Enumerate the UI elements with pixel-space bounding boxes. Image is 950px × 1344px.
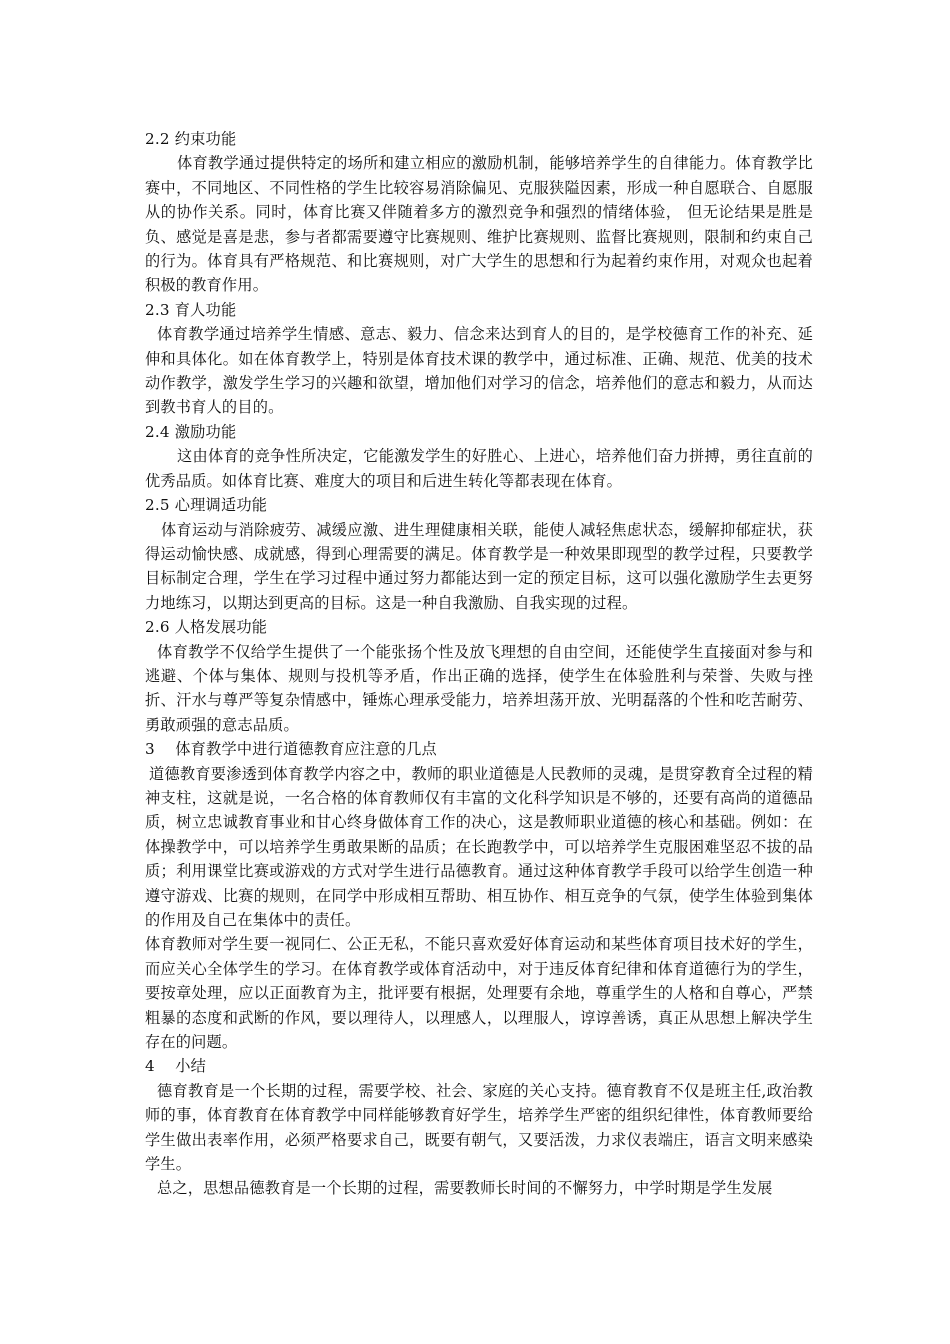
section-heading-3: 3 体育教学中进行道德教育应注意的几点 <box>145 740 437 759</box>
paragraph-moral-education: 道德教育要渗透到体育教学内容之中，教师的职业道德是人民教师的灵魂，是贯穿教育全过程的精神支柱，这就是说，一名合格的体育教师仅有丰富的文化科学知识是不够的，还要有高尚的道德品质，树立忠诚教育事业和甘心终身做体育工作的决心，这是教师职业道德的核心和基础。例如：在体操教学中，可以培养学生勇敢果断的品质；在长跑教学中，可以培养学生克服困难坚忍不拔的品质；利用课堂比赛或游戏的方式对学生进行品德教育。通过这种体育教学手段可以给学生创造一种遵守游戏、比赛的规则，在同学中形成相互帮助、相互协作、相互竞争的气氛，使学生体验到集体的作用及自己在集体中的责任。 <box>145 764 813 929</box>
paragraph-conclusion: 总之，思想品德教育是一个长期的过程，需要教师长时间的不懈努力，中学时期是学生发展 <box>157 1179 773 1198</box>
section-heading-2-4: 2.4 激励功能 <box>145 422 237 441</box>
section-heading-2-3: 2.3 育人功能 <box>145 300 237 319</box>
section-heading-2-6: 2.6 人格发展功能 <box>145 618 268 637</box>
paragraph-motivation-function: 这由体育的竞争性所决定，它能激发学生的好胜心、上进心，培养他们奋力拼搏，勇往直前的优秀品质。如体育比赛、难度大的项目和后进生转化等都表现在体育。 <box>145 447 813 490</box>
paragraph-teacher-fairness: 体育教师对学生要一视同仁、公正无私，不能只喜欢爱好体育运动和某些体育项目技术好的学生，而应关心全体学生的学习。在体育教学或体育活动中，对于违反体育纪律和体育道德行为的学生，要按章处理，应以正面教育为主，批评要有根据，处理要有余地，尊重学生的人格和自尊心，严禁粗暴的态度和武断的作风，要以理待人，以理感人，以理服人，谆谆善诱，真正从思想上解决学生存在的问题。 <box>145 935 813 1052</box>
document-page <box>145 127 813 1201</box>
section-heading-2-5: 2.5 心理调适功能 <box>145 496 268 515</box>
paragraph-constraint-function: 体育教学通过提供特定的场所和建立相应的激励机制，能够培养学生的自律能力。体育教学比赛中，不同地区、不同性格的学生比较容易消除偏见、克服狭隘因素，形成一种自愿联合、自愿服从的协作关系。同时，体育比赛又伴随着多方的激烈竞争和强烈的情绪体验， 但无论结果是胜是负、感觉是喜是悲，参与者都需要遵守比赛规则、维护比赛规则、监督比赛规则，限制和约束自己的行为。体育具有严格规范、和比赛规则，对广大学生的思想和行为起着约束作用，对观众也起着积极的教育作用。 <box>145 154 813 295</box>
paragraph-psychological-function: 体育运动与消除疲劳、减缓应激、进生理健康相关联，能使人减轻焦虑状态，缓解抑郁症状，获得运动愉快感、成就感，得到心理需要的满足。体育教学是一种效果即现型的教学过程，只要教学目标制定合理，学生在学习过程中通过努力都能达到一定的预定目标，这可以强化激励学生去更努力地练习，以期达到更高的目标。这是一种自我激励、自我实现的过程。 <box>145 520 813 612</box>
paragraph-personality-function: 体育教学不仅给学生提供了一个能张扬个性及放飞理想的自由空间，还能使学生直接面对参与和逃避、个体与集体、规则与投机等矛盾，作出正确的选择，使学生在体验胜利与荣誉、失败与挫折、汗水与尊严等复杂情感中，锤炼心理承受能力，培养坦荡开放、光明磊落的个性和吃苦耐劳、勇敢顽强的意志品质。 <box>145 642 813 734</box>
paragraph-summary: 德育教育是一个长期的过程，需要学校、社会、家庭的关心支持。德育教育不仅是班主任,政治教师的事，体育教育在体育教学中同样能够教育好学生，培养学生严密的组织纪律性，体育教师要给学生做出表率作用，必须严格要求自己，既要有朝气，又要活泼，力求仪表端庄，语言文明来感染学生。 <box>145 1081 813 1174</box>
section-heading-2-2: 2.2 约束功能 <box>145 130 237 148</box>
paragraph-education-function: 体育教学通过培养学生情感、意志、毅力、信念来达到育人的目的，是学校德育工作的补充、延伸和具体化。如在体育教学上，特别是体育技术课的教学中，通过标准、正确、规范、优美的技术动作教学，激发学生学习的兴趣和欲望，增加他们对学习的信念，培养他们的意志和毅力，从而达到教书育人的目的。 <box>145 325 813 417</box>
section-heading-4: 4 小结 <box>145 1057 207 1076</box>
